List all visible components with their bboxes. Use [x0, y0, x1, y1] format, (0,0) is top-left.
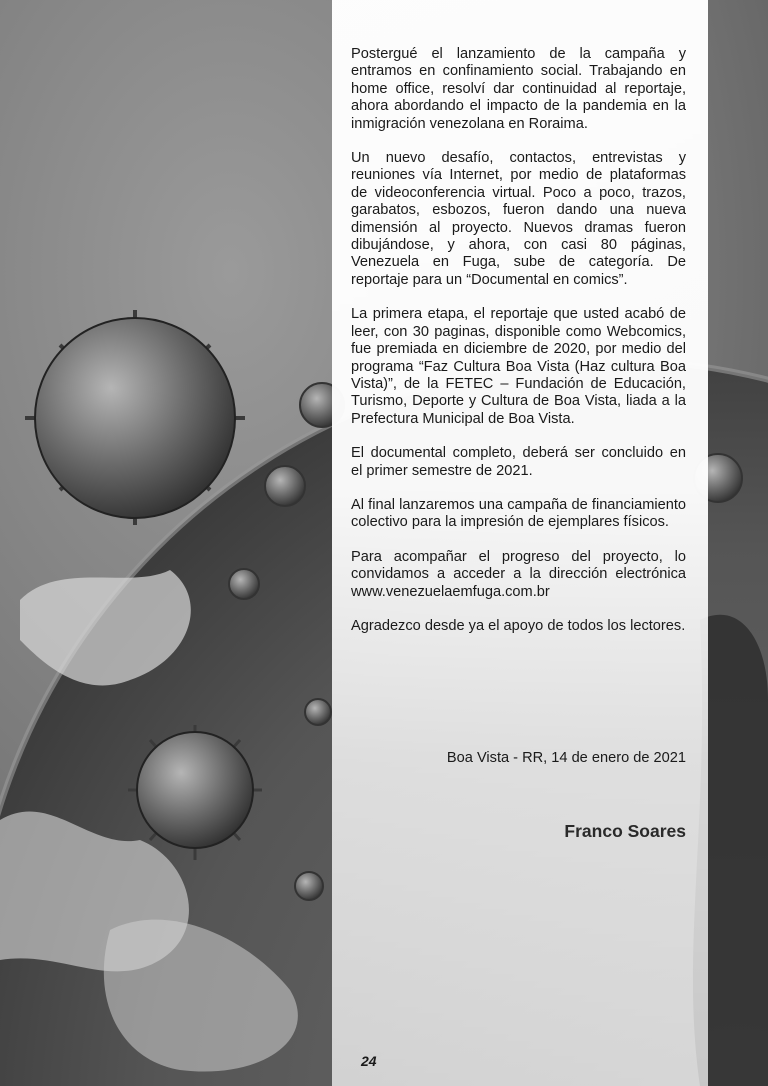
paragraph: Para acompañar el progreso del proyecto, lo convidamos a acceder a la dirección electrónica www.venezuelaemfuga.com.br [351, 548, 686, 600]
paragraph: Agradezco desde ya el apoyo de todos los lectores. [351, 617, 686, 634]
paragraph: El documental completo, deberá ser concluido en el primer semestre de 2021. [351, 445, 686, 479]
paragraph: Un nuevo desafío, contactos, entrevistas y reuniones vía Internet, por medio de plataformas de videoconferencia virtual. Poco a poco, trazos, garabatos, esbozos, fueron dando una nueva dimensión al proyecto. Nuevos dramas fueron dibujándose, y ahora, con casi 80 páginas, Venezuela en Fuga, sube de categoría. De reportaje para un “Documental en comics”. [351, 150, 686, 288]
author-signature: Franco Soares [564, 821, 686, 841]
paragraph: Al final lanzaremos una campaña de financiamiento colectivo para la impresión de ejemplares físicos. [351, 496, 686, 531]
paragraph: La primera etapa, el reportaje que usted acabó de leer, con 30 paginas, disponible como Webcomics, fue premiada en diciembre de 2020, por medio del programa “Faz Cultura Boa Vista (Haz cultura Boa Vista)”, de la FETEC – Fundación de Educación, Turismo, Deporte y Cultura de Boa Vista, liada a la Prefectura Municipal de Boa Vista. [351, 306, 686, 427]
paragraph: Postergué el lanzamiento de la campaña y entramos en confinamiento social. Trabajando en home office, resolví dar continuidad al reportaje, ahora abordando el impacto de la pandemia en la inmigración venezolana en Roraima. [351, 46, 686, 132]
body-text [351, 46, 686, 652]
page-number: 24 [361, 1053, 377, 1069]
date-line: Boa Vista - RR, 14 de enero de 2021 [446, 750, 686, 766]
